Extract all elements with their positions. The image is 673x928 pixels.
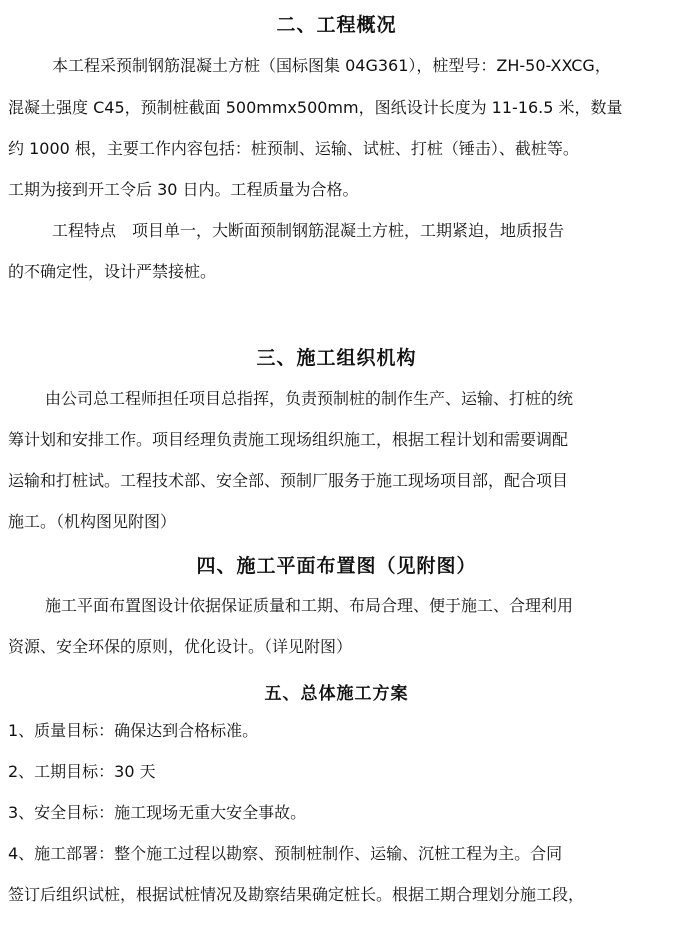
organization-line-4: 施工。（机构图见附图）: [8, 512, 177, 531]
organization-line-3: 运输和打桩试。工程技术部、安全部、预制厂服务于施工现场项目部，配合项目: [8, 471, 569, 490]
overview-line-3: 约 1000 根，主要工作内容包括：桩预制、运输、试桩、打桩（锤击）、截桩等。: [8, 139, 579, 158]
overview-feature-line-2: 的不确定性，设计严禁接桩。: [8, 262, 217, 281]
layout-line-2: 资源、安全环保的原则，优化设计。（详见附图）: [8, 637, 353, 656]
plan-item-quality: 1、质量目标：确保达到合格标准。: [8, 721, 259, 740]
section-heading-layout: 四、施工平面布置图（见附图）: [196, 555, 477, 577]
plan-item-schedule: 2、工期目标：30 天: [8, 762, 156, 781]
overview-line-2: 混凝土强度 C45，预制桩截面 500mmx500mm，图纸设计长度为 11-16.5 米，数量: [8, 98, 623, 117]
section-heading-overview: 二、工程概况: [276, 14, 397, 36]
plan-item-deployment-line-1: 4、施工部署：整个施工过程以勘察、预制桩制作、运输、沉桩工程为主。合同: [8, 844, 563, 863]
overview-feature-line-1: 工程特点 项目单一，大断面预制钢筋混凝土方桩，工期紧迫，地质报告: [52, 221, 565, 240]
section-heading-organization: 三、施工组织机构: [256, 347, 417, 369]
organization-line-1: 由公司总工程师担任项目总指挥，负责预制桩的制作生产、运输、打桩的统: [45, 389, 574, 408]
plan-item-safety: 3、安全目标：施工现场无重大安全事故。: [8, 803, 307, 822]
layout-line-1: 施工平面布置图设计依据保证质量和工期、布局合理、便于施工、合理利用: [45, 596, 574, 615]
overview-line-1: 本工程采预制钢筋混凝土方桩（国标图集 04G361），桩型号：ZH-50-XXCG，: [52, 56, 611, 75]
organization-line-2: 筹计划和安排工作。项目经理负责施工现场组织施工，根据工程计划和需要调配: [8, 430, 569, 449]
plan-item-deployment-line-2: 签订后组织试桩，根据试桩情况及勘察结果确定桩长。根据工期合理划分施工段，: [8, 885, 585, 904]
overview-line-4: 工期为接到开工令后 30 日内。工程质量为合格。: [8, 180, 359, 199]
section-heading-plan: 五、总体施工方案: [264, 684, 409, 704]
